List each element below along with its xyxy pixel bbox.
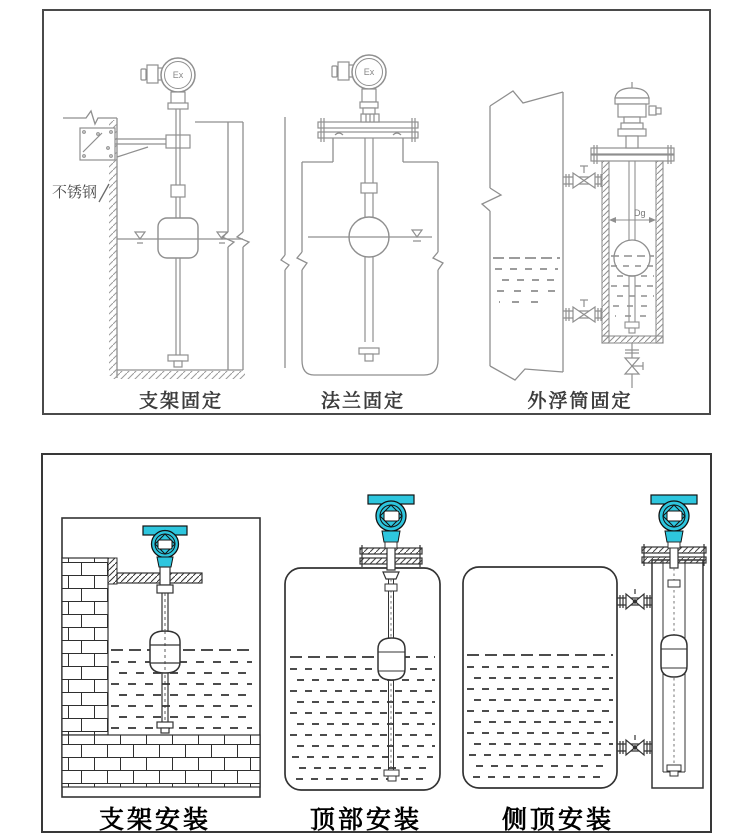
caption-top-mounting: 顶部安装 bbox=[309, 806, 423, 834]
transmitter-head bbox=[332, 55, 386, 114]
stainless-steel-label bbox=[52, 184, 109, 202]
stem-and-float bbox=[614, 161, 650, 333]
display-window bbox=[158, 540, 172, 549]
water bbox=[111, 650, 254, 728]
stem-and-float bbox=[150, 567, 180, 733]
transmitter-head bbox=[141, 58, 195, 109]
upper-isolation-valve bbox=[563, 166, 602, 188]
mounting-flange bbox=[318, 114, 418, 142]
drain-valve bbox=[625, 343, 643, 388]
dg-dimension bbox=[609, 208, 656, 223]
drawing-external-chamber-fixing bbox=[465, 60, 710, 405]
tank-water bbox=[493, 258, 560, 302]
bottom-panel bbox=[41, 453, 712, 833]
upper-connection-valve bbox=[617, 589, 652, 609]
caption-bracket-mounting: 支架安装 bbox=[98, 806, 212, 834]
transmitter-head bbox=[651, 495, 697, 548]
stainless-steel-text: 不锈钢 bbox=[52, 184, 98, 201]
main-tank bbox=[482, 91, 563, 380]
lower-isolation-valve bbox=[563, 300, 602, 322]
mounting-bracket bbox=[80, 128, 190, 160]
caption-flange-fixing: 法兰固定 bbox=[320, 391, 406, 412]
transmitter-head bbox=[615, 82, 661, 148]
top-panel bbox=[42, 9, 711, 415]
stem-and-float bbox=[349, 138, 389, 361]
drawing-bracket-mounting bbox=[55, 510, 267, 802]
drawing-top-mounting bbox=[280, 480, 450, 800]
caption-side-top-mounting: 侧顶安装 bbox=[501, 806, 615, 834]
dg-label: Dg bbox=[634, 208, 646, 218]
transmitter-head bbox=[143, 526, 187, 567]
display-window bbox=[384, 511, 399, 521]
transmitter-head bbox=[368, 495, 414, 548]
drawing-side-top-mounting bbox=[455, 480, 715, 800]
display-window bbox=[667, 511, 682, 521]
ex-marking: Ex bbox=[363, 67, 375, 77]
lower-connection-valve bbox=[617, 735, 652, 755]
ex-marking: Ex bbox=[172, 70, 184, 80]
caption-external-chamber-fixing: 外浮筒固定 bbox=[527, 391, 633, 412]
drawing-bracket-fixing bbox=[50, 30, 270, 394]
caption-bracket-fixing: 支架固定 bbox=[138, 391, 224, 412]
